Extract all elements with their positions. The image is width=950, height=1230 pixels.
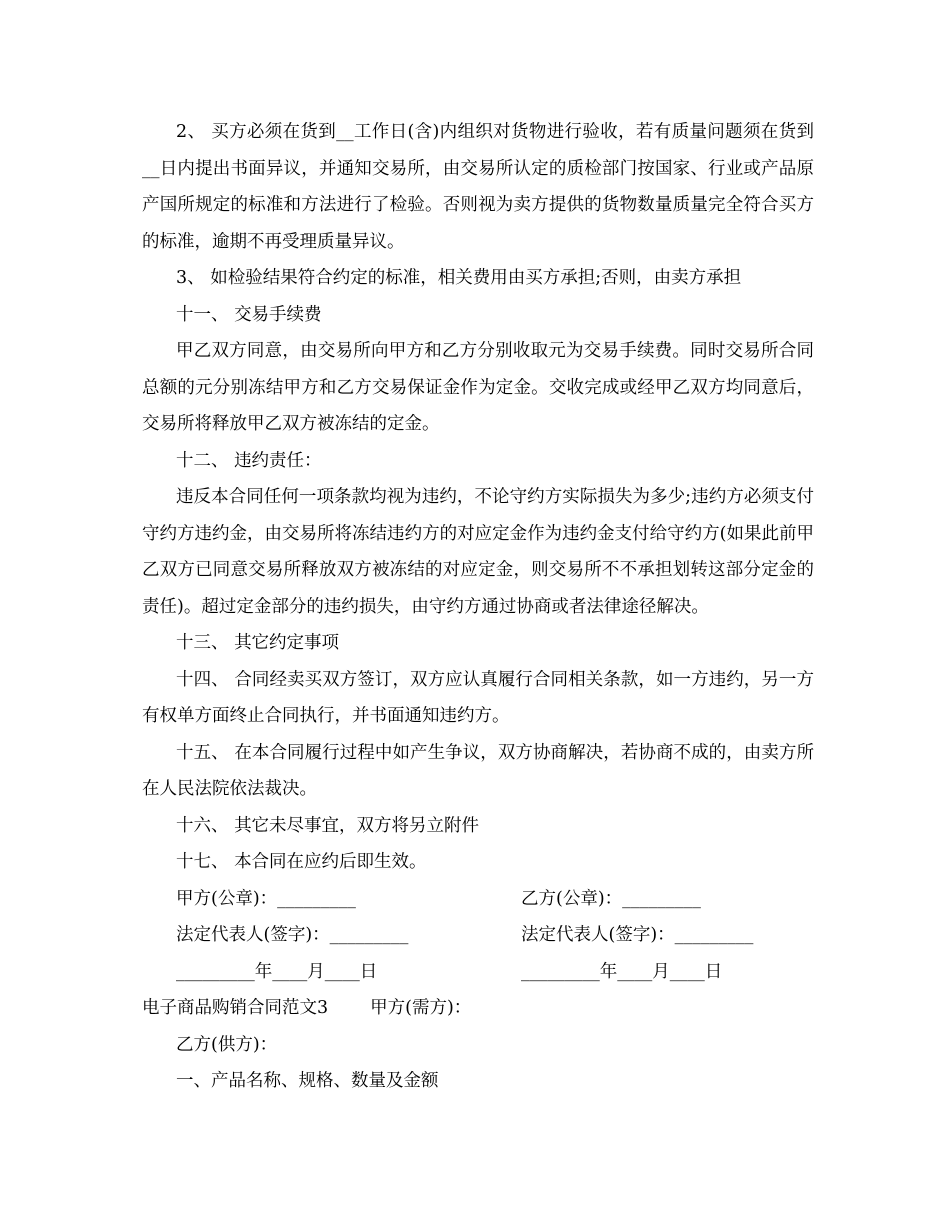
- clause-inspection-3: 3、 如检验结果符合约定的标准，相关费用由买方承担;否则，由卖方承担: [176, 268, 742, 288]
- clause-annex: 十六、 其它未尽事宜，双方将另立附件: [176, 815, 480, 836]
- section-heading-other: 十三、 其它约定事项: [176, 633, 340, 653]
- signature-row-representative: [142, 917, 814, 954]
- next-contract-header: [142, 990, 814, 1027]
- section-heading-liability: 十二、 违约责任：: [176, 450, 322, 471]
- section-heading-fees: 十一、 交易手续费: [176, 304, 322, 325]
- party-a-representative: 法定代表人(签字)：_________: [176, 925, 409, 945]
- party-a-date: _________年____月____日: [176, 961, 378, 982]
- party-a-seal: 甲方(公章)：_________: [176, 888, 356, 909]
- clause-inspection-2: 2、 买方必须在货到__工作日(含)内组织对货物进行验收，若有质量问题须在货到__日内提出书面异议，并通知交易所，由交易所认定的质检部门按国家、行业或产品原产国所规定的标准和方法进行了检验。否则视为卖方提供的货物数量质量完全符合买方的标准，逾期不再受理质量异议。: [142, 122, 814, 252]
- clause-dispute: 十五、 在本合同履行过程中如产生争议，双方协商解决，若协商不成的，由卖方所在人民法院依法裁决。: [142, 742, 814, 799]
- signature-row-date: [142, 954, 814, 991]
- party-b-seal: 乙方(公章)：_________: [521, 888, 701, 909]
- next-contract-party-a: 甲方(需方)：: [370, 998, 472, 1018]
- next-contract-party-b: 乙方(供方)：: [176, 1034, 278, 1055]
- clause-effective: 十七、 本合同在应约后即生效。: [176, 852, 427, 872]
- clause-termination: 十四、 合同经卖买双方签订，双方应认真履行合同相关条款，如一方违约，另一方有权单方面终止合同执行，并书面通知违约方。: [142, 669, 814, 726]
- clause-liability: 违反本合同任何一项条款均视为违约，不论守约方实际损失为多少;违约方必须支付守约方违约金，由交易所将冻结违约方的对应定金作为违约金支付给守约方(如果此前甲乙双方已同意交易所释放双方被冻结的对应定金，则交易所不不承担划转这部分定金的责任)。超过定金部分的违约损失，由守约方通过协商或者法律途径解决。: [142, 487, 814, 617]
- next-contract-section-1: 一、产品名称、规格、数量及金额: [176, 1071, 439, 1091]
- clause-fees: 甲乙双方同意，由交易所向甲方和乙方分别收取元为交易手续费。同时交易所合同总额的元分别冻结甲方和乙方交易保证金作为定金。交收完成或经甲乙双方均同意后，交易所将释放甲乙双方被冻结的定金。: [142, 341, 814, 434]
- next-contract-title: 电子商品购销合同范文3: [142, 998, 329, 1018]
- document-body: [142, 114, 814, 1100]
- party-b-representative: 法定代表人(签字)：_________: [521, 925, 754, 945]
- title-spacer: [328, 990, 370, 1027]
- party-b-date: _________年____月____日: [521, 961, 723, 982]
- signature-row-seal: [142, 881, 814, 918]
